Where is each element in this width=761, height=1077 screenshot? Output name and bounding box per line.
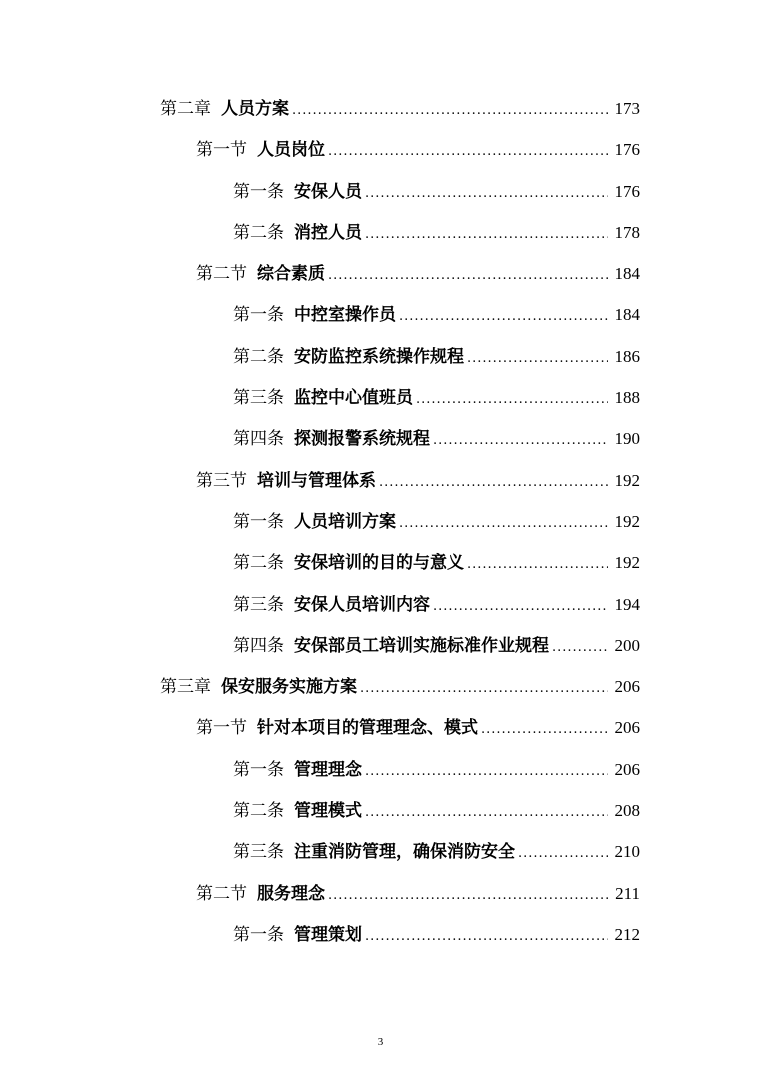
toc-entry-label: 第一节 (196, 718, 247, 739)
toc-entry-label: 第三条 (233, 388, 284, 409)
toc-entry-label: 第二条 (233, 222, 284, 243)
toc-entry-label: 第三条 (233, 594, 284, 615)
toc-dot-leader (399, 296, 608, 337)
toc-dot-leader (365, 751, 608, 792)
toc-entry-title: 服务理念 (257, 883, 325, 904)
toc-entry-label: 第一条 (233, 181, 284, 202)
toc-entry-title: 综合素质 (257, 264, 325, 285)
toc-entry-label: 第二条 (233, 553, 284, 574)
toc-entry-page-number: 200 (614, 635, 640, 655)
toc-entry-title: 管理策划 (294, 924, 362, 945)
toc-entry-title: 保安服务实施方案 (221, 677, 357, 698)
toc-dot-leader (416, 379, 608, 420)
toc-entry-label: 第三条 (233, 842, 284, 863)
toc-entry[interactable] (160, 666, 640, 707)
toc-entry-page-number: 194 (614, 594, 640, 614)
toc-entry-page-number: 186 (614, 346, 640, 366)
toc-entry-title: 注重消防管理，确保消防安全 (294, 842, 515, 863)
toc-dot-leader (433, 420, 608, 461)
toc-entry[interactable] (233, 171, 640, 212)
toc-entry-title: 人员岗位 (257, 140, 325, 161)
toc-entry[interactable] (233, 212, 640, 253)
toc-entry[interactable] (233, 584, 640, 625)
toc-entry-page-number: 190 (614, 429, 640, 449)
toc-entry-label: 第一条 (233, 511, 284, 532)
toc-entry-page-number: 178 (614, 222, 640, 242)
toc-entry-title: 监控中心值班员 (294, 388, 413, 409)
toc-entry-title: 中控室操作员 (294, 305, 396, 326)
toc-entry-title: 管理模式 (294, 801, 362, 822)
toc-dot-leader (292, 90, 608, 131)
toc-entry-page-number: 176 (614, 181, 640, 201)
toc-entry[interactable] (233, 790, 640, 831)
toc-entry[interactable] (233, 831, 640, 872)
toc-entry[interactable] (196, 873, 640, 914)
toc-entry-title: 人员培训方案 (294, 511, 396, 532)
toc-entry-label: 第四条 (233, 635, 284, 656)
toc-dot-leader (328, 875, 608, 916)
toc-entry-page-number: 210 (614, 842, 640, 862)
toc-entry[interactable] (233, 418, 640, 459)
toc-dot-leader (328, 131, 608, 172)
toc-entry[interactable] (233, 377, 640, 418)
toc-entry-page-number: 206 (614, 677, 640, 697)
toc-entry-title: 安保人员培训内容 (294, 594, 430, 615)
toc-entry-title: 安保培训的目的与意义 (294, 553, 464, 574)
toc-entry-page-number: 192 (614, 470, 640, 490)
toc-entry[interactable] (233, 336, 640, 377)
toc-entry-title: 管理理念 (294, 759, 362, 780)
toc-entry-label: 第一节 (196, 140, 247, 161)
toc-entry[interactable] (233, 625, 640, 666)
toc-entry-page-number: 192 (614, 553, 640, 573)
toc-entry-title: 安保人员 (294, 181, 362, 202)
toc-dot-leader (552, 627, 608, 668)
toc-entry[interactable] (233, 914, 640, 955)
toc-entry[interactable] (196, 253, 640, 294)
toc-dot-leader (467, 338, 608, 379)
toc-entry-label: 第二节 (196, 264, 247, 285)
toc-entry-label: 第二条 (233, 346, 284, 367)
toc-dot-leader (399, 503, 608, 544)
toc-entry-label: 第一条 (233, 305, 284, 326)
toc-dot-leader (379, 462, 608, 503)
toc-entry-page-number: 206 (614, 718, 640, 738)
toc-dot-leader (365, 173, 608, 214)
toc-entry-page-number: 176 (614, 140, 640, 160)
toc-entry-page-number: 212 (614, 924, 640, 944)
toc-dot-leader (365, 792, 608, 833)
toc-entry-label: 第三章 (160, 677, 211, 698)
toc-entry-label: 第一条 (233, 924, 284, 945)
toc-dot-leader (518, 833, 608, 874)
toc-entry-page-number: 188 (614, 388, 640, 408)
toc-dot-leader (365, 214, 608, 255)
toc-entry-page-number: 211 (615, 883, 640, 903)
toc-entry-label: 第二节 (196, 883, 247, 904)
toc-entry[interactable] (233, 501, 640, 542)
toc-entry-page-number: 184 (614, 264, 640, 284)
toc-dot-leader (467, 544, 608, 585)
toc-dot-leader (360, 668, 608, 709)
toc-entry-label: 第二条 (233, 801, 284, 822)
toc-entry[interactable] (233, 749, 640, 790)
toc-entry-label: 第四条 (233, 429, 284, 450)
toc-dot-leader (433, 586, 608, 627)
toc-entry[interactable] (196, 460, 640, 501)
toc-entry[interactable] (160, 88, 640, 129)
table-of-contents (0, 88, 761, 955)
toc-entry-page-number: 184 (614, 305, 640, 325)
toc-entry[interactable] (233, 294, 640, 335)
toc-entry-page-number: 192 (614, 511, 640, 531)
page-number: 3 (377, 1036, 384, 1048)
toc-entry[interactable] (196, 707, 640, 748)
toc-dot-leader (328, 255, 608, 296)
toc-entry-title: 安保部员工培训实施标准作业规程 (294, 635, 549, 656)
toc-entry-page-number: 206 (614, 759, 640, 779)
toc-entry-label: 第三节 (196, 470, 247, 491)
toc-entry-title: 消控人员 (294, 222, 362, 243)
toc-entry-title: 针对本项目的管理理念、模式 (257, 718, 478, 739)
toc-entry-page-number: 173 (614, 99, 640, 118)
toc-dot-leader (365, 916, 608, 957)
toc-entry-label: 第二章 (160, 99, 211, 119)
toc-entry[interactable] (196, 129, 640, 170)
toc-entry-page-number: 208 (614, 801, 640, 821)
toc-entry[interactable] (233, 542, 640, 583)
toc-entry-label: 第一条 (233, 759, 284, 780)
toc-entry-title: 安防监控系统操作规程 (294, 346, 464, 367)
toc-dot-leader (481, 709, 608, 750)
toc-entry-title: 探测报警系统规程 (294, 429, 430, 450)
toc-entry-title: 培训与管理体系 (257, 470, 376, 491)
toc-entry-title: 人员方案 (221, 99, 289, 119)
